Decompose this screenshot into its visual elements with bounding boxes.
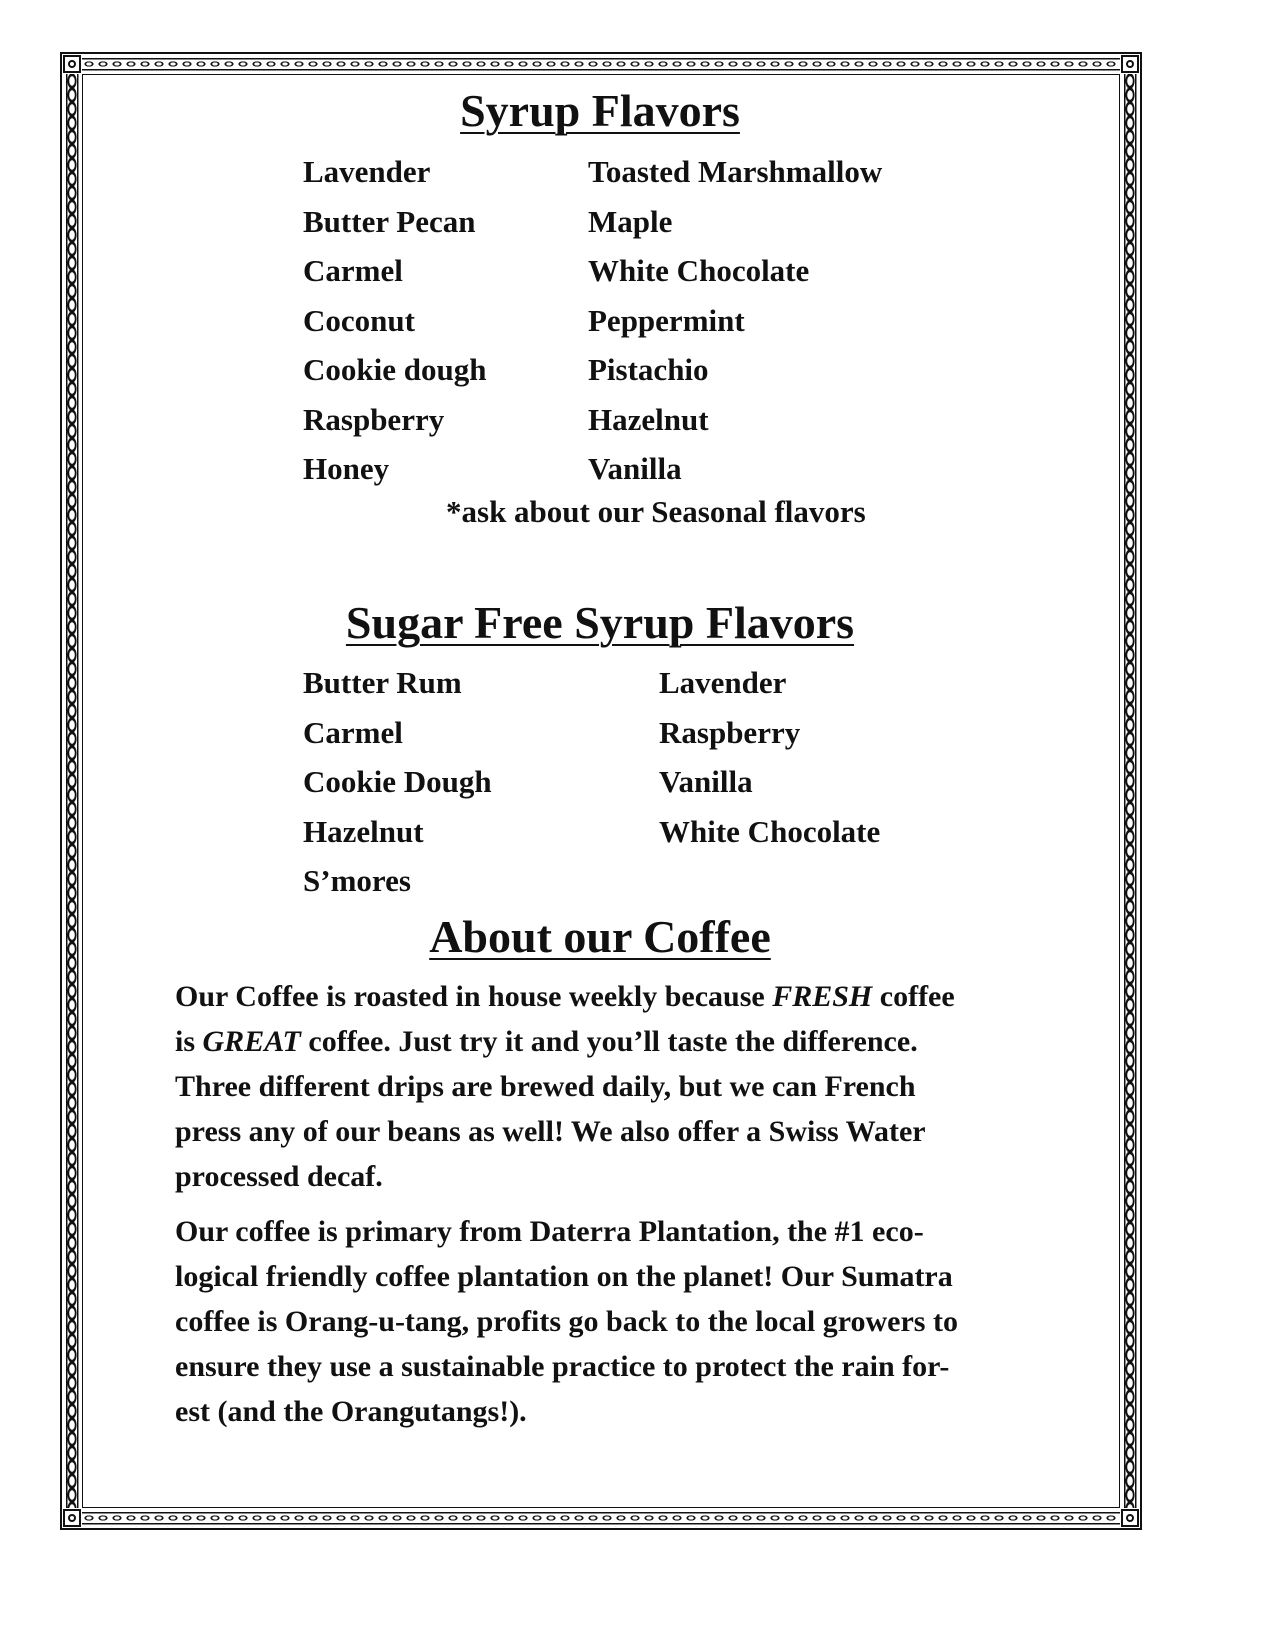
- sugar-free-left-column: [303, 658, 492, 906]
- flavor-item: Vanilla: [588, 451, 682, 486]
- flavor-item: Honey: [303, 451, 390, 486]
- paragraph-line: logical friendly coffee plantation on the planet! Our Sumatra: [175, 1260, 953, 1293]
- flavor-item: Butter Rum: [303, 665, 462, 700]
- text-run: Our Coffee is roasted in house weekly because: [175, 980, 773, 1013]
- sugar-free-flavors-title: Sugar Free Syrup Flavors: [345, 597, 855, 648]
- emphasis-text: FRESH: [772, 980, 873, 1013]
- flavor-item: Butter Pecan: [303, 203, 476, 239]
- flavor-item: Hazelnut: [588, 401, 709, 437]
- flavor-item: Cookie Dough: [303, 764, 492, 799]
- flavor-item: Hazelnut: [303, 813, 424, 849]
- text-run: coffee: [872, 980, 955, 1013]
- paragraph-line: press any of our beans as well! We also offer a Swiss Water: [175, 1115, 926, 1148]
- border-chain-bottom: [82, 1510, 1120, 1526]
- flavor-item: Pistachio: [588, 352, 709, 387]
- text-run: is: [175, 1025, 203, 1058]
- paragraph-line: Three different drips are brewed daily, but we can French: [175, 1070, 916, 1103]
- about-paragraph-1: [175, 974, 1055, 1199]
- sugar-free-right-column: [659, 658, 880, 856]
- paragraph-line: [175, 974, 1055, 1019]
- flavor-item: Coconut: [303, 302, 415, 338]
- syrup-flavors-right-column: [588, 147, 882, 494]
- flavor-item: Toasted Marshmallow: [588, 154, 883, 189]
- flavor-item: White Chocolate: [588, 253, 810, 288]
- border-corner-icon: [1121, 1509, 1139, 1527]
- syrup-flavors-left-column: [303, 147, 486, 494]
- flavor-item: Maple: [588, 203, 673, 239]
- flavor-item: Raspberry: [659, 714, 801, 750]
- flavor-item: Lavender: [659, 665, 787, 700]
- emphasis-text: GREAT: [202, 1025, 301, 1058]
- paragraph-line: ensure they use a sustainable practice to protect the rain for-: [175, 1350, 950, 1383]
- paragraph-line: Our coffee is primary from Daterra Plantation, the #1 eco-: [175, 1215, 924, 1248]
- about-paragraph-2: [175, 1209, 1055, 1434]
- about-coffee-title: About our Coffee: [429, 911, 771, 962]
- syrup-flavors-title: Syrup Flavors: [460, 85, 740, 136]
- paragraph-line: est (and the Orangutangs!).: [175, 1395, 527, 1428]
- text-run: coffee. Just try it and you’ll taste the difference.: [300, 1025, 918, 1058]
- border-chain-left: [64, 74, 80, 1508]
- flavor-item: Vanilla: [659, 764, 753, 799]
- flavor-item: Raspberry: [303, 401, 445, 437]
- flavor-item: S’mores: [303, 863, 411, 898]
- border-corner-icon: [63, 55, 81, 73]
- paragraph-line: [175, 1019, 1055, 1064]
- flavor-item: Carmel: [303, 714, 403, 750]
- flavor-item: Peppermint: [588, 302, 745, 338]
- border-chain-top: [82, 56, 1120, 72]
- paragraph-line: processed decaf.: [175, 1160, 383, 1193]
- border-chain-right: [1122, 74, 1138, 1508]
- flavor-item: White Chocolate: [659, 813, 881, 849]
- border-corner-icon: [1121, 55, 1139, 73]
- flavor-item: Carmel: [303, 253, 403, 288]
- flavor-item: Cookie dough: [303, 352, 487, 387]
- paragraph-line: coffee is Orang-u-tang, profits go back to the local growers to: [175, 1305, 958, 1338]
- seasonal-flavors-note: *ask about our Seasonal flavors: [446, 494, 866, 529]
- flavor-item: Lavender: [303, 154, 431, 189]
- border-corner-icon: [63, 1509, 81, 1527]
